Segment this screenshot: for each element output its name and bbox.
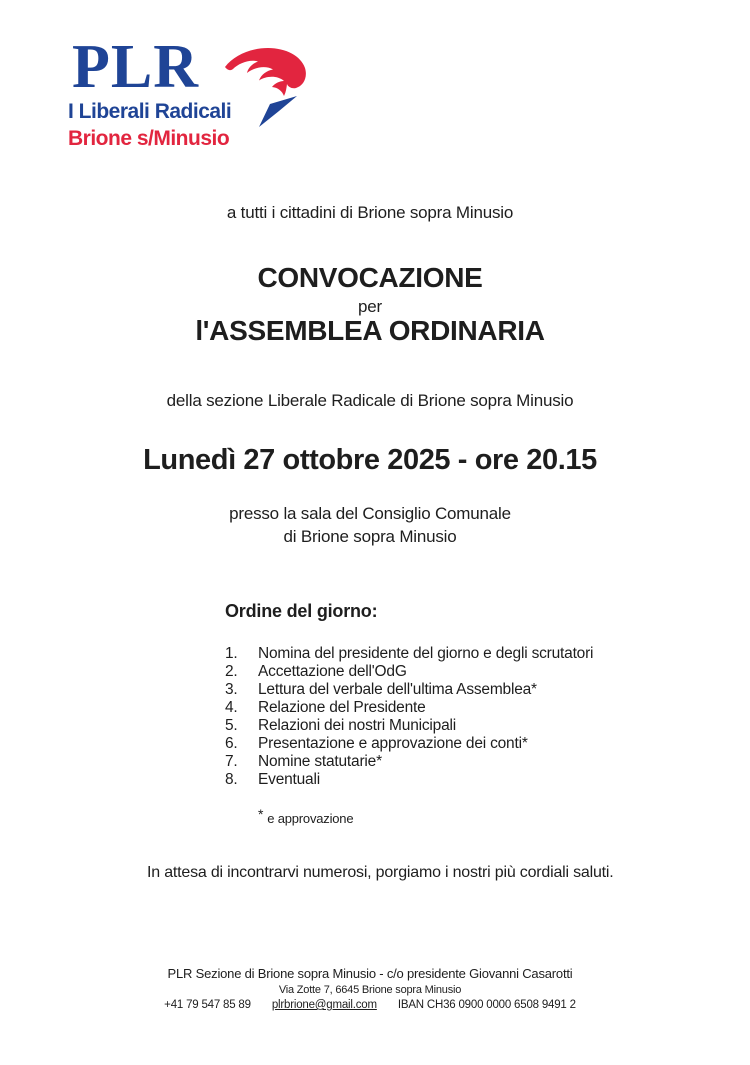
agenda-list xyxy=(225,645,645,789)
agenda-item-number: 5. xyxy=(225,717,238,734)
agenda-item-number: 8. xyxy=(225,771,238,788)
plr-flame-icon xyxy=(218,42,318,137)
section-subtitle: della sezione Liberale Radicale di Brione sopra Minusio xyxy=(166,391,574,410)
agenda-item xyxy=(225,699,645,717)
footer-phone: +41 79 547 85 89 xyxy=(164,999,251,1011)
agenda-item-number: 6. xyxy=(225,735,238,752)
footnote-text: e approvazione xyxy=(267,811,354,826)
agenda-item-text: Eventuali xyxy=(258,771,320,788)
footer-address-line: Via Zotte 7, 6645 Brione sopra Minusio xyxy=(278,984,462,996)
agenda-item xyxy=(225,717,645,735)
agenda-item-text: Nomina del presidente del giorno e degli scrutatori xyxy=(258,645,594,662)
agenda-item-text: Presentazione e approvazione dei conti* xyxy=(258,735,528,752)
agenda-item xyxy=(225,645,645,663)
agenda-item xyxy=(225,681,645,699)
agenda-item xyxy=(225,663,645,681)
agenda-item-number: 3. xyxy=(225,681,238,698)
addressee-line: a tutti i cittadini di Brione sopra Minusio xyxy=(226,203,514,222)
footer-email-link[interactable]: plrbrione@gmail.com xyxy=(271,999,377,1011)
venue-line-1: presso la sala del Consiglio Comunale xyxy=(229,504,511,523)
closing-paragraph: In attesa di incontrarvi numerosi, porgiamo i nostri più cordiali saluti. xyxy=(147,864,614,881)
agenda-item-number: 1. xyxy=(225,645,238,662)
title-assemblea-ordinaria: l'ASSEMBLEA ORDINARIA xyxy=(195,315,545,346)
footnote-asterisk: * xyxy=(258,806,264,822)
agenda-item-text: Lettura del verbale dell'ultima Assemblea* xyxy=(258,681,537,698)
plr-logo-location: Brione s/Minusio xyxy=(68,127,230,150)
title-per: per xyxy=(358,297,382,316)
footer-contact-line: PLR Sezione di Brione sopra Minusio - c/o presidente Giovanni Casarotti xyxy=(167,966,573,981)
plr-logo-acronym: PLR xyxy=(72,33,199,101)
agenda-item xyxy=(225,753,645,771)
venue-line-2: di Brione sopra Minusio xyxy=(283,526,457,546)
title-convocazione: CONVOCAZIONE xyxy=(257,262,483,293)
agenda-heading: Ordine del giorno: xyxy=(225,601,378,621)
plr-logo-tagline: I Liberali Radicali xyxy=(68,100,232,123)
agenda-footnote xyxy=(258,806,353,826)
footer-details-line xyxy=(0,999,740,1011)
agenda-item xyxy=(225,735,645,753)
agenda-item-number: 4. xyxy=(225,699,238,716)
footer-iban: IBAN CH36 0900 0000 6508 9491 2 xyxy=(397,999,576,1011)
agenda-item-text: Accettazione dell'OdG xyxy=(258,663,407,680)
agenda-item-text: Nomine statutarie* xyxy=(258,753,382,770)
agenda-item xyxy=(225,771,645,789)
agenda-item-number: 2. xyxy=(225,663,238,680)
agenda-item-number: 7. xyxy=(225,753,238,770)
event-venue xyxy=(0,503,740,548)
event-datetime: Lunedì 27 ottobre 2025 - ore 20.15 xyxy=(143,444,597,476)
agenda-item-text: Relazioni dei nostri Municipali xyxy=(258,717,456,734)
agenda-item-text: Relazione del Presidente xyxy=(258,699,426,716)
